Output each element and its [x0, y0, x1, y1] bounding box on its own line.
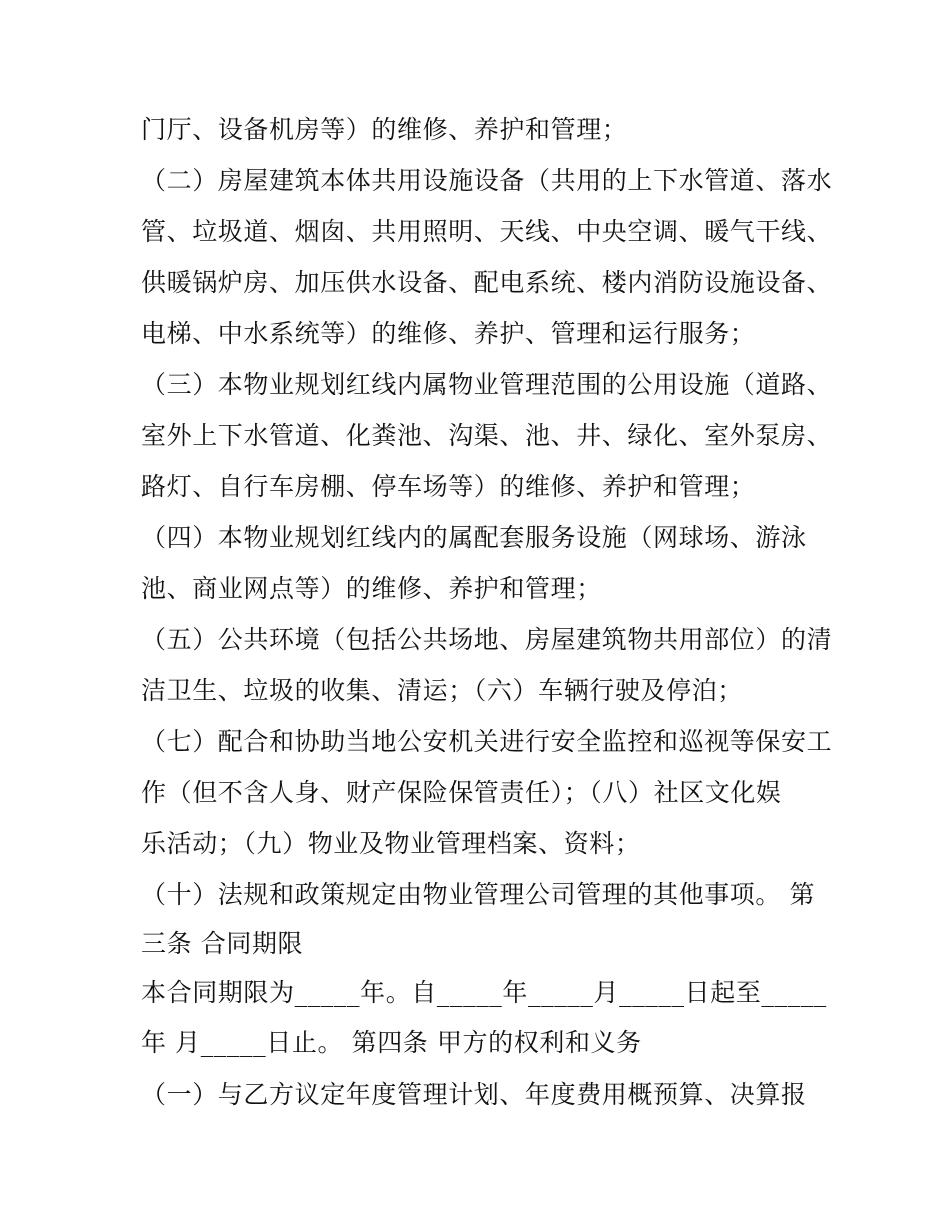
text-line: （四）本物业规划红线内的属配套服务设施（网球场、游泳: [141, 523, 807, 552]
text-line: （二）房屋建筑本体共用设施设备（共用的上下水管道、落水: [141, 166, 833, 195]
text-line: 乐活动；（九）物业及物业管理档案、资料；: [141, 829, 641, 858]
text-line: 电梯、中水系统等）的维修、养护、管理和运行服务；: [141, 319, 756, 348]
text-line: 池、商业网点等）的维修、养护和管理；: [141, 574, 602, 603]
text-line: （三）本物业规划红线内属物业管理范围的公用设施（道路、: [141, 370, 833, 399]
text-line: （十）法规和政策规定由物业管理公司管理的其他事项。 第: [141, 880, 816, 909]
text-line: 门厅、设备机房等）的维修、养护和管理；: [141, 115, 628, 144]
text-line: （五）公共环境（包括公共场地、房屋建筑物共用部位）的清: [141, 625, 833, 654]
text-line: 室外上下水管道、化粪池、沟渠、池、井、绿化、室外泵房、: [141, 421, 833, 450]
text-line: 管、垃圾道、烟囱、共用照明、天线、中央空调、暖气干线、: [141, 217, 833, 246]
section-heading: 三条 合同期限: [141, 929, 304, 958]
text-line: 年 月_____日止。 第四条 甲方的权利和义务: [141, 1028, 642, 1057]
text-line: 作（但不含人身、财产保险保管责任）；（八）社区文化娱: [141, 778, 782, 807]
text-line: 本合同期限为_____年。自_____年_____月_____日起至_____: [141, 978, 827, 1007]
text-line: （一）与乙方议定年度管理计划、年度费用概预算、决算报: [141, 1080, 807, 1109]
text-line: 路灯、自行车房棚、停车场等）的维修、养护和管理；: [141, 472, 756, 501]
text-line: （七）配合和协助当地公安机关进行安全监控和巡视等保安工: [141, 727, 833, 756]
text-line: 供暖锅炉房、加压供水设备、配电系统、楼内消防设施设备、: [141, 268, 833, 297]
text-line: 洁卫生、垃圾的收集、清运；（六）车辆行驶及停泊；: [141, 676, 743, 705]
